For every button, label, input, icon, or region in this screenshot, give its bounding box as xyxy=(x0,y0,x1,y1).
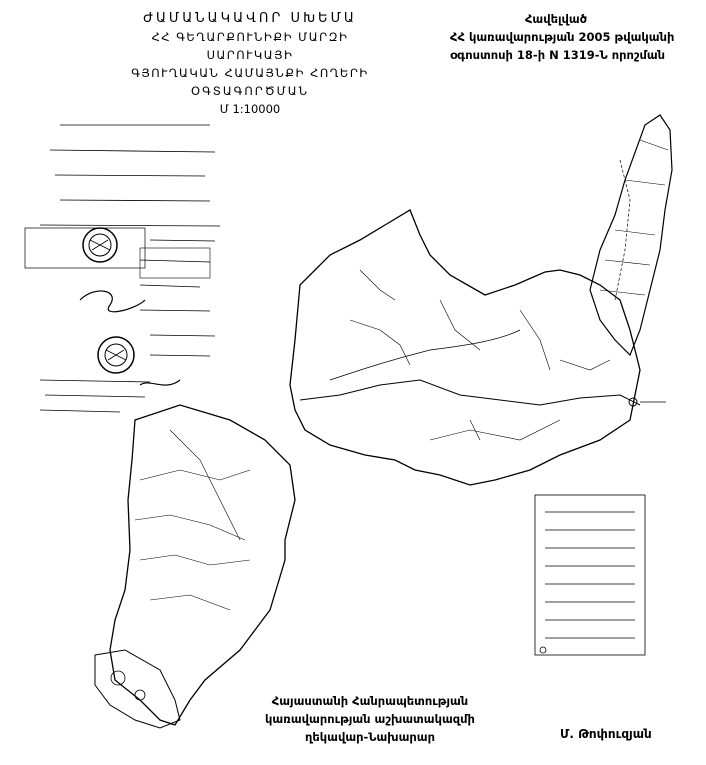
parcel-bottom-fragment xyxy=(95,650,180,728)
signature-position: ղեկավար-Նախարար xyxy=(305,730,435,744)
map-subtitle-community: ԳՅՈՒՂԱԿԱՆ ՀԱՄԱՅՆՔԻ ՀՈՂԵՐԻ xyxy=(131,66,369,80)
approval-annex-label: Հավելված xyxy=(524,12,588,26)
seal-icon xyxy=(83,228,117,262)
right-legend-box xyxy=(535,495,645,655)
signature-mark xyxy=(80,291,180,385)
map-scale: Մ 1:10000 xyxy=(219,102,281,116)
signature-office: կառավարության աշխատակազմի xyxy=(265,712,475,726)
map-subtitle-usage: ՕԳՏԱԳՈՐԾՄԱՆ xyxy=(191,84,309,98)
left-legend-panel xyxy=(25,125,220,412)
parcel-east-strip xyxy=(590,115,672,355)
map-subtitle-region: ՀՀ ԳԵՂԱՐՔՈՒՆԻՔԻ ՄԱՐԶԻ ՍԱՐՈՒԿԱՅԻ xyxy=(151,30,349,62)
signature-country: Հայաստանի Հանրապետության xyxy=(271,694,469,708)
map-title: ԺԱՄԱՆԱԿԱՎՈՐ ՍԽԵՄԱ xyxy=(143,11,357,26)
approval-decree-number: օգոստոսի 18-ի N 1319-Ն որոշման xyxy=(450,48,666,62)
signer-name: Մ. Թոփուզյան xyxy=(560,727,652,741)
parcel-central xyxy=(290,210,640,485)
approval-decree-line: ՀՀ կառավարության 2005 թվականի xyxy=(450,30,675,44)
signature-block xyxy=(250,692,490,746)
parcel-southwest xyxy=(110,405,295,725)
seal-icon xyxy=(98,337,134,373)
